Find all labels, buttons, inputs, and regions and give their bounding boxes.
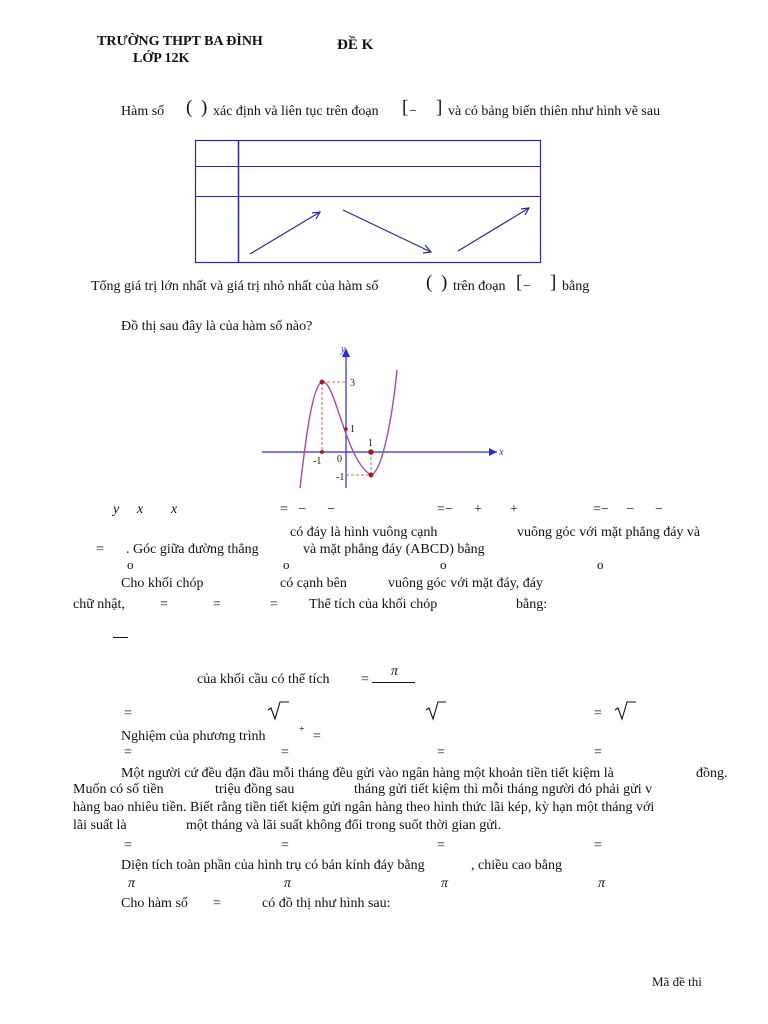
q4-line1-b: có cạnh bên [280,576,347,591]
q6-optC-eq: = [437,745,445,760]
q1-question-minus: − [523,279,531,294]
q3-degree-d: o [597,557,604,572]
school-name: TRƯỜNG THPT BA ĐÌNH [97,34,263,49]
q2-optC-plus2: + [510,502,518,517]
q3-degree-b: o [283,557,290,572]
q1-close-bracket: ] [436,97,443,118]
q7-line2-c: tháng gửi tiết kiệm thì mỗi tháng người đó phải gửi v [354,782,653,797]
tick-x-1: 1 [368,438,373,449]
q2-prompt: Đồ thị sau đây là của hàm số nào? [121,319,313,334]
q5-pi: π [391,664,399,679]
q4-eq-2: = [213,597,221,612]
q4-line2-a: chữ nhật, [73,597,125,612]
q2-optD: =− − − [593,502,664,517]
q1-question-middle: trên đoạn [453,279,506,294]
q3-line2-b: và mặt phẳng đáy (ABCD) bằng [303,542,485,557]
q3-degree-a: o [127,557,134,572]
q1-close-paren: ) [201,97,208,118]
exam-code: ĐỀ K [337,37,374,53]
q7-line2-b: triệu đồng sau [215,782,295,797]
q1-question-close-bracket: ] [550,272,557,293]
q8-text-b: , chiều cao bằng [471,858,562,873]
q1-middle: xác định và liên tục trên đoạn [213,104,379,119]
q6-optA-eq: = [124,745,132,760]
q9-tail: có đồ thị như hình sau: [262,896,391,911]
q4-line2-b: Thể tích của khối chóp [309,597,438,612]
tick-y-3: 3 [350,378,355,389]
q7-optA-eq: = [124,838,132,853]
sqrt-icon [268,702,289,719]
q2-optC-plus1: + [474,502,482,517]
q9-intro: Cho hàm số [121,896,188,911]
q9-eq: = [213,896,221,911]
q8-optC-pi: π [441,876,449,891]
axis-x-label: x [499,447,504,458]
q5-eq: = [361,672,369,687]
q8-text: Diện tích toàn phần của hình trụ có bán kính đáy bằng [121,858,425,873]
sqrt-icon [426,702,446,719]
sqrt-icon [615,702,636,719]
q8-optB-pi: π [284,876,292,891]
q2-optA-y: y [113,502,120,517]
q7-line1: Một người cứ đều đặn đầu mỗi tháng đều gửi vào ngân hàng một khoản tiền tiết kiệm là [121,766,614,781]
q1-minus: − [409,104,417,119]
q1-open-bracket: [ [402,97,409,118]
q4-line1-c: vuông góc với mặt đáy, đáy [388,576,544,591]
q3-line2: . Góc giữa đường thẳng [126,542,259,557]
origin-label: 0 [337,454,342,465]
q6-plus: + [299,724,305,735]
q5-optD-eq: = [594,706,602,721]
q7-line3: hàng bao nhiêu tiền. Biết rằng tiền tiết kiệm gửi ngân hàng theo hình thức lãi kép, kỳ hạn một tháng với [73,800,655,815]
q2-optA-x2: x [171,502,178,517]
q1-question-open-bracket: [ [516,272,523,293]
q1-question-tail: bằng [562,279,590,294]
q6-optD-eq: = [594,745,602,760]
q3-degree-c: o [440,557,447,572]
q1-question-open-paren: ( [426,272,433,293]
axis-y-label: y [341,344,346,355]
q3-line1-b: vuông góc với mặt phẳng đáy và [517,525,701,540]
q1-intro: Hàm số [121,104,165,119]
q5-optA-eq: = [124,706,132,721]
q4-eq-3: = [270,597,278,612]
q2-optB: = − − [280,502,336,517]
q6-optB-eq: = [281,745,289,760]
q5-text: của khối cầu có thể tích [197,672,330,687]
tick-y-neg1: -1 [336,472,345,483]
q7-line1-b: đồng. [696,766,728,781]
q8-optD-pi: π [598,876,606,891]
q7-line2-a: Muốn có số tiền [73,782,164,797]
q4-eq-1: = [160,597,168,612]
class-name: LỚP 12K [133,51,190,66]
q7-line4-b: một tháng và lãi suất không đổi trong suốt thời gian gửi. [186,818,502,833]
tick-x-neg1: -1 [313,456,322,467]
q1-question-close-paren: ) [441,272,448,293]
tick-y-1: 1 [350,424,355,435]
q7-optD-eq: = [594,838,602,853]
q4-line2-c: bằng: [516,597,548,612]
q3-eq: = [96,542,104,557]
q8-optA-pi: π [128,876,136,891]
q3-line1: có đáy là hình vuông cạnh [290,525,438,540]
exam-code-footer: Mã đề thi [652,974,702,989]
q6-eq: = [313,729,321,744]
q7-line4-a: lãi suất là [73,818,127,833]
q4-line1-a: Cho khối chóp [121,576,204,591]
q2-optC-eq: =− [437,502,453,517]
q6-text: Nghiệm của phương trình [121,729,266,744]
q7-optC-eq: = [437,838,445,853]
q2-optA-x1: x [137,502,144,517]
q7-optB-eq: = [281,838,289,853]
q1-question-prefix: Tổng giá trị lớn nhất và giá trị nhỏ nhất của hàm số [91,279,379,294]
q1-tail: và có bảng biến thiên như hình vẽ sau [448,104,661,119]
q1-open-paren: ( [186,97,193,118]
